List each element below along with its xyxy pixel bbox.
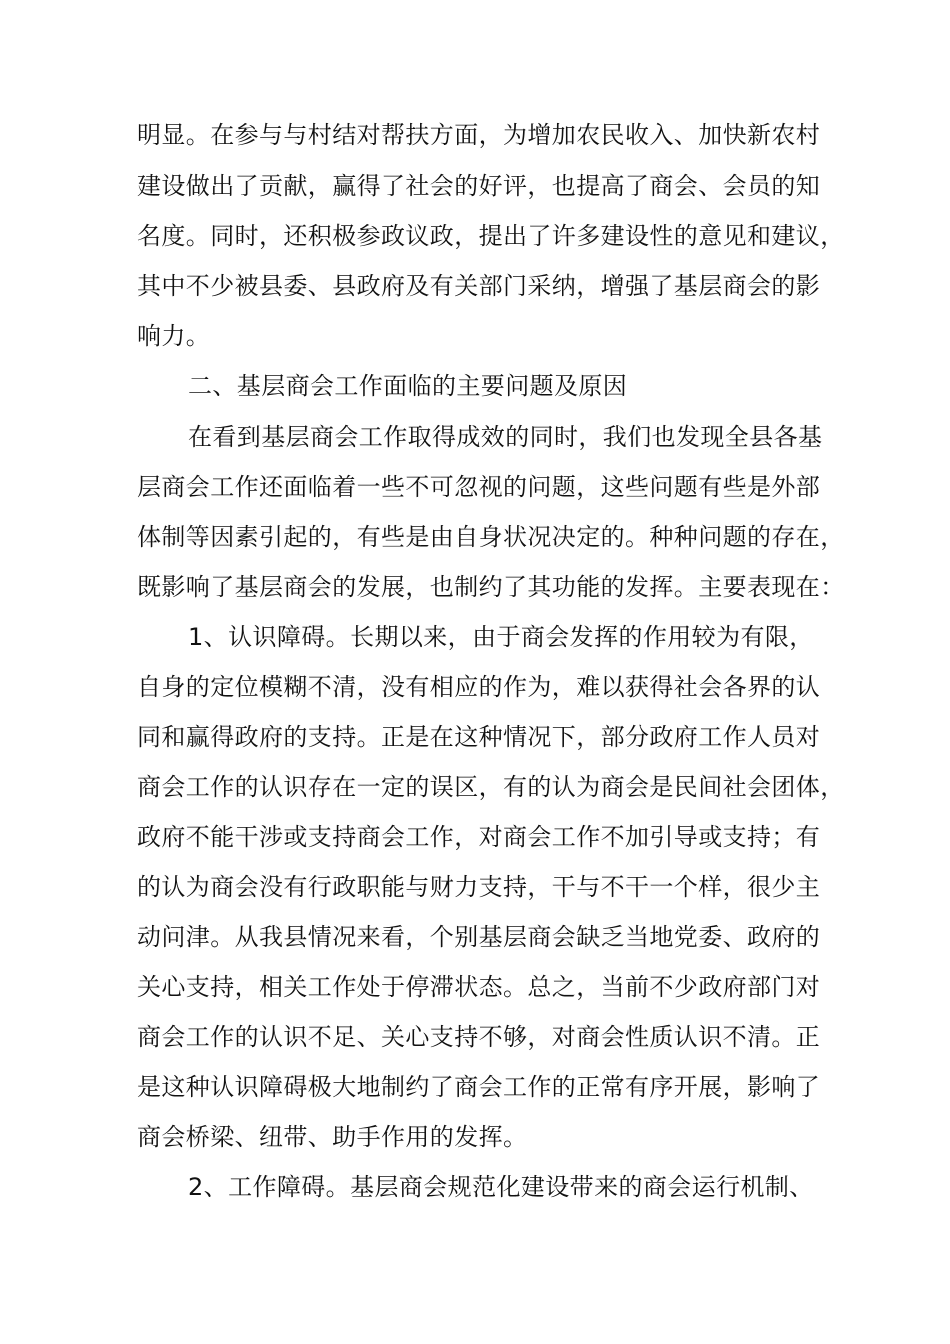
text-line: 政府不能干涉或支持商会工作，对商会工作不加引导或支持；有 [137,823,821,851]
text-line: 层商会工作还面临着一些不可忽视的问题，这些问题有些是外部 [137,473,821,501]
text-line: 的认为商会没有行政职能与财力支持，干与不干一个样，很少主 [137,873,821,901]
text-line: 明显。在参与与村结对帮扶方面，为增加农民收入、加快新农村 [137,121,821,149]
text-line: 商会桥梁、纽带、助手作用的发挥。 [137,1123,528,1151]
text-line: 动问津。从我县情况来看，个别基层商会缺乏当地党委、政府的 [137,923,821,951]
text-line: 名度。同时，还积极参政议政，提出了许多建设性的意见和建议， [137,222,845,250]
text-line: 建设做出了贡献，赢得了社会的好评，也提高了商会、会员的知 [137,172,821,200]
section-heading: 二、基层商会工作面临的主要问题及原因 [188,372,628,400]
text-line: 其中不少被县委、县政府及有关部门采纳，增强了基层商会的影 [137,272,821,300]
text-line: 自身的定位模糊不清，没有相应的作为，难以获得社会各界的认 [137,673,821,701]
text-line: 在看到基层商会工作取得成效的同时，我们也发现全县各基 [188,423,823,451]
text-line: 响力。 [137,322,211,350]
text-line: 关心支持，相关工作处于停滞状态。总之，当前不少政府部门对 [137,973,821,1001]
text-line: 商会工作的认识不足、关心支持不够，对商会性质认识不清。正 [137,1023,821,1051]
numbered-item-heading: 1、认识障碍。长期以来，由于商会发挥的作用较为有限， [188,623,814,651]
text-line: 体制等因素引起的，有些是由自身状况决定的。种种问题的存在， [137,523,845,551]
numbered-item-heading: 2、工作障碍。基层商会规范化建设带来的商会运行机制、 [188,1173,814,1201]
text-line: 是这种认识障碍极大地制约了商会工作的正常有序开展，影响了 [137,1073,821,1101]
text-line: 既影响了基层商会的发展，也制约了其功能的发挥。主要表现在： [137,573,845,601]
text-line: 商会工作的认识存在一定的误区，有的认为商会是民间社会团体， [137,773,845,801]
text-line: 同和赢得政府的支持。正是在这种情况下，部分政府工作人员对 [137,723,821,751]
